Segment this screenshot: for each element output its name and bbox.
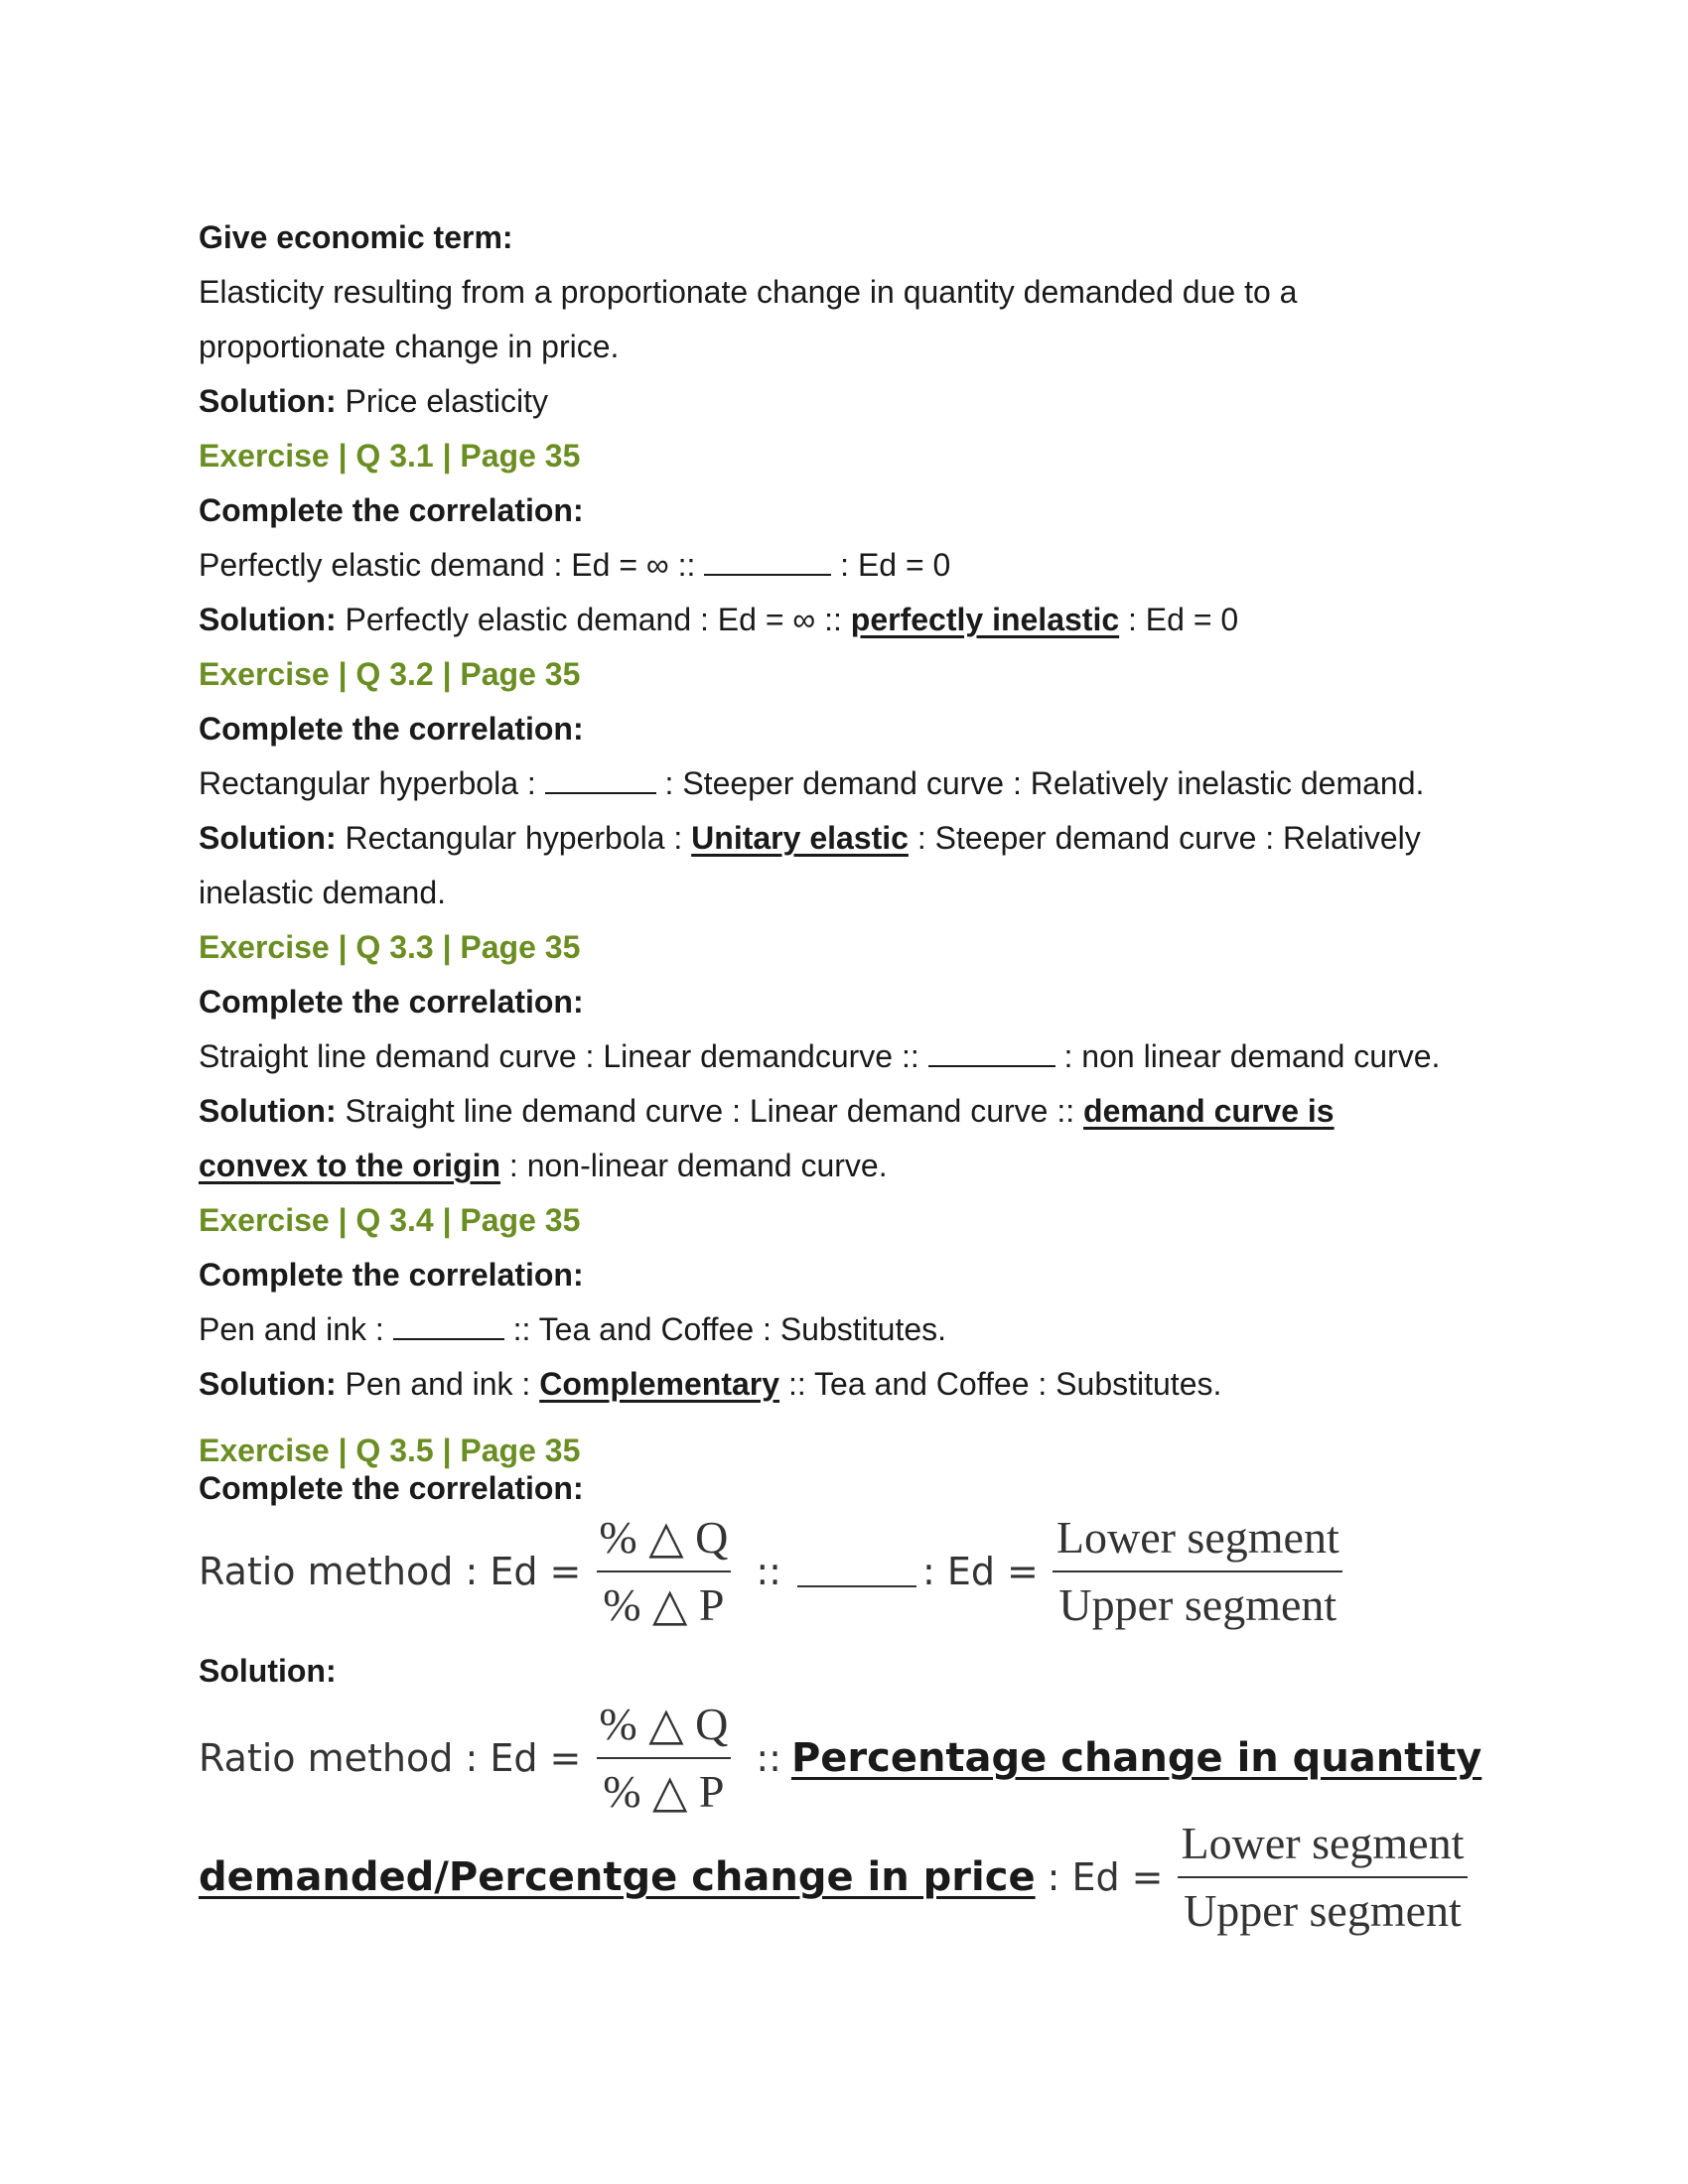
formula-text: : Ed =	[1047, 1855, 1164, 1899]
q35-formula	[199, 1507, 1509, 1636]
question-text: : non linear demand curve.	[1055, 1038, 1441, 1074]
intro-heading: Give economic term:	[199, 219, 513, 255]
formula-text: : Ed =	[921, 1550, 1039, 1593]
answer-blank	[393, 1310, 504, 1340]
q33-solution	[199, 1084, 1509, 1139]
formula-separator: ::	[756, 1550, 781, 1593]
question-text: :: Tea and Coffee : Substitutes.	[503, 1311, 947, 1347]
fraction-delta	[593, 1696, 734, 1821]
exercise-label-q35: Exercise | Q 3.5 | Page 35	[199, 1433, 581, 1468]
q35-heading: Complete the correlation:	[199, 1470, 584, 1506]
question-text: : Ed = 0	[831, 547, 951, 583]
fraction-numerator: % △ Q	[599, 1699, 729, 1749]
solution-text: Perfectly elastic demand : Ed = ∞ ::	[336, 602, 851, 637]
intro-question-line2: proportionate change in price.	[199, 329, 620, 364]
exercise-label-q32: Exercise | Q 3.2 | Page 35	[199, 656, 581, 692]
q33-heading: Complete the correlation:	[199, 984, 584, 1020]
exercise-label-q33: Exercise | Q 3.3 | Page 35	[199, 929, 581, 965]
fraction-segment	[1176, 1815, 1471, 1940]
solution-label: Solution:	[199, 1366, 337, 1402]
fraction-delta	[593, 1509, 734, 1634]
q31-solution	[199, 593, 1509, 647]
q34-question	[199, 1302, 1509, 1357]
solution-answer: demand curve is	[1083, 1093, 1335, 1129]
q31-question	[199, 538, 1509, 593]
formula-text: Ratio method : Ed =	[199, 1550, 582, 1593]
q32-solution	[199, 811, 1509, 866]
q35-solution-formula-line2	[199, 1818, 1509, 1937]
q34-heading: Complete the correlation:	[199, 1257, 584, 1293]
solution-answer: perfectly inelastic	[850, 602, 1120, 637]
question-text: Straight line demand curve : Linear demandcurve ::	[199, 1038, 928, 1074]
solution-text: : Steeper demand curve : Relatively	[908, 820, 1421, 856]
q32-solution-line2: inelastic demand.	[199, 875, 447, 910]
question-text: Perfectly elastic demand : Ed = ∞ ::	[199, 547, 705, 583]
solution-text: Price elasticity	[336, 383, 549, 419]
q34-solution	[199, 1357, 1509, 1412]
q35-solution-formula	[199, 1699, 1509, 1818]
formula-text: Ratio method : Ed =	[199, 1736, 582, 1780]
answer-blank	[797, 1556, 916, 1587]
q33-question	[199, 1029, 1509, 1084]
fraction-denominator: Upper segment	[1053, 1570, 1342, 1634]
fraction-denominator: % △ P	[597, 1570, 730, 1634]
fraction-numerator: Lower segment	[1181, 1818, 1465, 1868]
fraction-numerator: % △ Q	[599, 1512, 729, 1563]
spacer	[199, 1412, 1509, 1432]
fraction-numerator: Lower segment	[1055, 1512, 1339, 1563]
solution-answer: convex to the origin	[199, 1148, 501, 1183]
q32-question	[199, 756, 1509, 811]
intro-question-line1: Elasticity resulting from a proportionate change in quantity demanded due to a	[199, 274, 1298, 310]
exercise-label-q31: Exercise | Q 3.1 | Page 35	[199, 438, 581, 474]
solution-text: : non-linear demand curve.	[500, 1148, 888, 1183]
answer-blank	[545, 764, 656, 794]
document-content	[199, 210, 1509, 1937]
solution-answer: Percentage change in quantity	[790, 1735, 1482, 1781]
q32-heading: Complete the correlation:	[199, 711, 584, 747]
question-text: Rectangular hyperbola :	[199, 765, 545, 801]
answer-blank	[928, 1037, 1055, 1067]
formula-separator: ::	[756, 1736, 781, 1780]
solution-answer: Complementary	[539, 1366, 780, 1402]
solution-text: :: Tea and Coffee : Substitutes.	[779, 1366, 1222, 1402]
solution-label: Solution:	[199, 820, 337, 856]
q31-heading: Complete the correlation:	[199, 492, 584, 528]
q33-solution-line2	[199, 1139, 1509, 1193]
solution-label: Solution:	[199, 383, 337, 419]
q35-solution-label: Solution:	[199, 1653, 337, 1689]
solution-text: Straight line demand curve : Linear demand curve ::	[336, 1093, 1084, 1129]
fraction-denominator: % △ P	[597, 1757, 730, 1821]
fraction-denominator: Upper segment	[1178, 1876, 1468, 1940]
solution-text: Pen and ink :	[336, 1366, 540, 1402]
solution-label: Solution:	[199, 602, 337, 637]
solution-text: Rectangular hyperbola :	[336, 820, 692, 856]
solution-answer: Unitary elastic	[691, 820, 909, 856]
fraction-segment	[1051, 1509, 1345, 1634]
exercise-label-q34: Exercise | Q 3.4 | Page 35	[199, 1202, 581, 1238]
intro-solution	[199, 374, 1509, 429]
answer-blank	[704, 546, 831, 576]
question-text: Pen and ink :	[199, 1311, 393, 1347]
solution-text: : Ed = 0	[1119, 602, 1239, 637]
solution-answer: demanded/Percentge change in price	[199, 1854, 1036, 1900]
question-text: : Steeper demand curve : Relatively inelastic demand.	[655, 765, 1425, 801]
solution-label: Solution:	[199, 1093, 337, 1129]
